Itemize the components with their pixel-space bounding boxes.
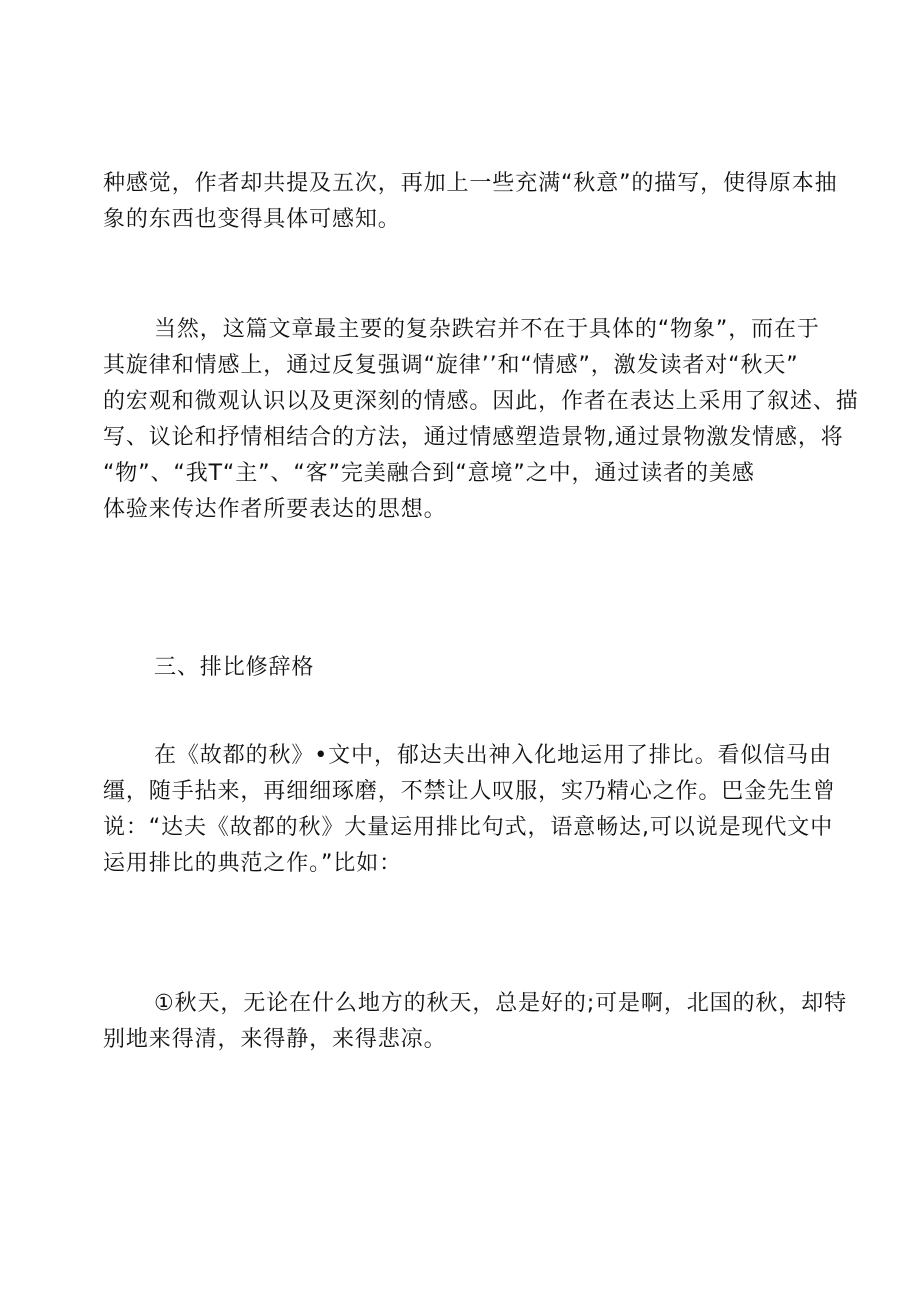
- paragraph-line: ①秋天，无论在什么地方的秋天，总是好的;可是啊，北国的秋，却特: [154, 991, 848, 1016]
- paragraph-line: 说：“达夫《故都的秋》大量运用排比句式，语意畅达,可以说是现代文中: [103, 815, 834, 840]
- paragraph-autumn-feeling: [103, 166, 838, 238]
- paragraph-line: 象的东西也变得具体可感知。: [103, 207, 401, 232]
- paragraph-line: 体验来传达作者所要表达的思想。: [103, 497, 447, 522]
- paragraph-line: 写、议论和抒情相结合的方法，通过情感塑造景物,通过景物激发情感，将: [103, 425, 844, 450]
- paragraph-line: 缰，随手拈来，再细细琢磨，不禁让人叹服，实乃精心之作。巴金先生曾: [103, 779, 836, 804]
- paragraph-line: 种感觉，作者却共提及五次，再加上一些充满“秋意”的描写，使得原本抽: [103, 171, 838, 196]
- paragraph-line: 运用排比的典范之作。”比如：: [103, 851, 402, 876]
- paragraph-line: 的宏观和微观认识以及更深刻的情感。因此，作者在表达上采用了叙述、描: [103, 389, 859, 414]
- paragraph-line: “物”、“我T“主”、“客”完美融合到“意境”之中，通过读者的美感: [103, 461, 755, 486]
- paragraph-parallelism: [103, 738, 836, 882]
- paragraph-line: 其旋律和情感上，通过反复强调“旋律’’和“情感”，激发读者对“秋天”: [103, 353, 799, 378]
- paragraph-melody-emotion: [103, 312, 859, 528]
- paragraph-example-one: [103, 986, 848, 1058]
- section-heading: 三、排比修辞格: [154, 655, 315, 680]
- paragraph-line: 当然，这篇文章最主要的复杂跌宕并不在于具体的“物象”，而在于: [154, 317, 820, 342]
- paragraph-line: 在《故都的秋》•文中，郁达夫出神入化地运用了排比。看似信马由: [154, 743, 832, 768]
- paragraph-line: 别地来得清，来得静，来得悲凉。: [103, 1027, 447, 1052]
